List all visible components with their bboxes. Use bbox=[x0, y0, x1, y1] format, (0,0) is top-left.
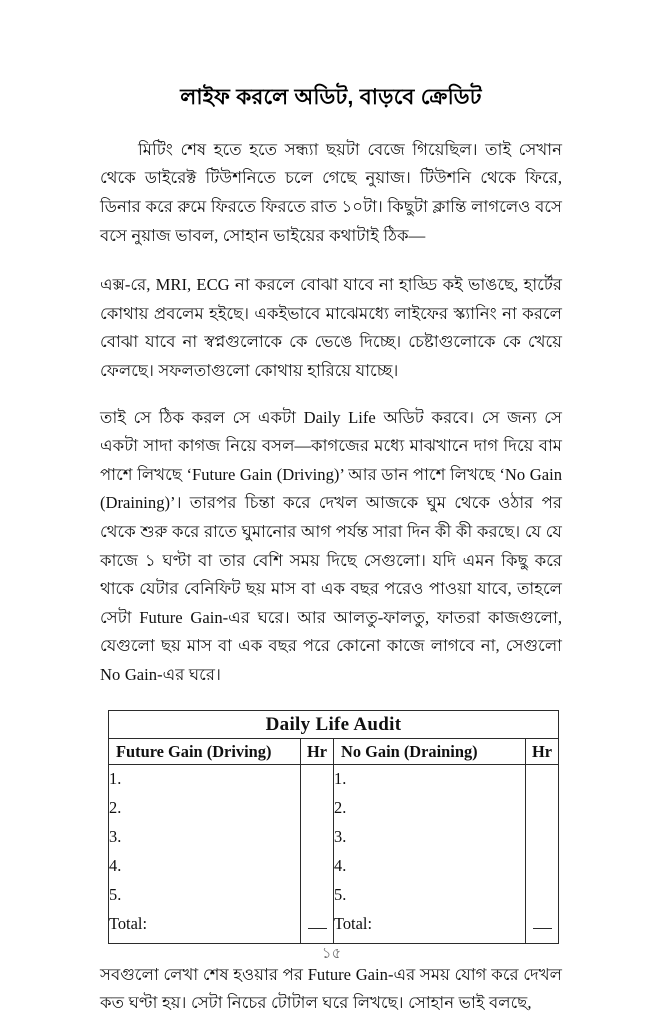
paragraph-total-hours: সবগুলো লেখা শেষ হওয়ার পর Future Gain-এর সময় যোগ করে দেখল কত ঘণ্টা হয়। সেটা নিচের টোটাল ঘরে লিখছে। সোহান ভাই বলছে, bbox=[100, 964, 562, 1013]
column-header-hr-right: Hr bbox=[526, 738, 559, 764]
cell-no-gain-hr[interactable] bbox=[526, 798, 559, 827]
cell-total-hr-future-gain[interactable] bbox=[301, 914, 334, 944]
cell-no-gain-item[interactable]: 2. bbox=[334, 798, 526, 827]
table-row bbox=[109, 798, 559, 827]
table-body bbox=[109, 764, 559, 943]
cell-no-gain-item[interactable]: 4. bbox=[334, 856, 526, 885]
cell-future-gain-hr[interactable] bbox=[301, 827, 334, 856]
cell-total-label-future-gain: Total: bbox=[109, 914, 301, 944]
cell-future-gain-item[interactable]: 3. bbox=[109, 827, 301, 856]
cell-no-gain-hr[interactable] bbox=[526, 827, 559, 856]
cell-no-gain-hr[interactable] bbox=[526, 885, 559, 914]
table-head bbox=[109, 710, 559, 764]
cell-future-gain-hr[interactable] bbox=[301, 885, 334, 914]
column-header-hr-left: Hr bbox=[301, 738, 334, 764]
table-row bbox=[109, 885, 559, 914]
cell-no-gain-item[interactable]: 5. bbox=[334, 885, 526, 914]
cell-future-gain-item[interactable]: 1. bbox=[109, 764, 301, 798]
table-header-row bbox=[109, 738, 559, 764]
cell-no-gain-hr[interactable] bbox=[526, 856, 559, 885]
cell-no-gain-hr[interactable] bbox=[526, 764, 559, 798]
column-header-future-gain: Future Gain (Driving) bbox=[109, 738, 301, 764]
cell-future-gain-hr[interactable] bbox=[301, 764, 334, 798]
table-row bbox=[109, 764, 559, 798]
blank-fill-line-icon bbox=[533, 917, 552, 929]
cell-future-gain-hr[interactable] bbox=[301, 798, 334, 827]
table-title-row bbox=[109, 710, 559, 738]
daily-life-audit-table bbox=[108, 710, 559, 944]
audit-table-container bbox=[108, 710, 551, 944]
table-row bbox=[109, 827, 559, 856]
cell-no-gain-item[interactable]: 3. bbox=[334, 827, 526, 856]
paragraph-intro: মিটিং শেষ হতে হতে সন্ধ্যা ছয়টা বেজে গিয়েছিল। তাই সেখান থেকে ডাইরেক্ট টিউশনিতে চলে গেছে নুয়াজ। টিউশনি থেকে ফিরে, ডিনার করে রুমে ফিরতে ফিরতে রাত ১০টা। কিছুটা ক্লান্তি লাগলেও বসে বসে নুয়াজ ভাবল, সোহান ভাইয়ের কথাটাই ঠিক— bbox=[100, 139, 562, 245]
cell-total-hr-no-gain[interactable] bbox=[526, 914, 559, 944]
cell-no-gain-item[interactable]: 1. bbox=[334, 764, 526, 798]
page-number: ১৫ bbox=[321, 945, 342, 962]
table-title: Daily Life Audit bbox=[109, 710, 559, 738]
cell-future-gain-item[interactable]: 5. bbox=[109, 885, 301, 914]
cell-future-gain-item[interactable]: 2. bbox=[109, 798, 301, 827]
cell-future-gain-hr[interactable] bbox=[301, 856, 334, 885]
table-total-row bbox=[109, 914, 559, 944]
column-header-no-gain: No Gain (Draining) bbox=[334, 738, 526, 764]
paragraph-daily-life-audit: তাই সে ঠিক করল সে একটা Daily Life অডিট করবে। সে জন্য সে একটা সাদা কাগজ নিয়ে বসল—কাগজের মধ্যে মাঝখানে দাগ দিয়ে বাম পাশে লিখছে ‘Future Gain (Driving)’ আর ডান পাশে লিখছে ‘No Gain (Draining)’। তারপর চিন্তা করে দেখল আজকে ঘুম থেকে ওঠার পর থেকে শুরু করে রাতে ঘুমানোর আগ পর্যন্ত সারা দিন কী কী করছে। যে যে কাজে ১ ঘণ্টা বা তার বেশি সময় দিছে সেগুলো। যদি এমন কিছু করে থাকে যেটার বেনিফিট ছয় মাস বা এক বছর পরেও পাওয়া যাবে, তাহলে সেটা Future Gain-এর ঘরে। আর আলতু-ফালতু, ফাতরা কাজগুলো, যেগুলো ছয় মাস বা এক বছর পরে কোনো কাজে লাগবে না, সেগুলো No Gain-এর ঘরে। bbox=[100, 407, 562, 684]
paragraph-life-scan: এক্স-রে, MRI, ECG না করলে বোঝা যাবে না হাড্ডি কই ভাঙছে, হার্টের কোথায় প্রবলেম হইছে। একইভাবে মাঝেমধ্যে লাইফের স্ক্যানিং না করলে বোঝা যাবে না স্বপ্নগুলোকে কে ভেঙে দিচ্ছে। চেষ্টাগুলোকে কে খেয়ে ফেলছে। সফলতাগুলো কোথায় হারিয়ে যাচ্ছে। bbox=[100, 275, 562, 381]
cell-future-gain-item[interactable]: 4. bbox=[109, 856, 301, 885]
page-title: লাইফ করলে অডিট, বাড়বে ক্রেডিট bbox=[180, 85, 482, 109]
page-content bbox=[100, 0, 562, 1018]
table-row bbox=[109, 856, 559, 885]
cell-total-label-no-gain: Total: bbox=[334, 914, 526, 944]
blank-fill-line-icon bbox=[308, 917, 327, 929]
